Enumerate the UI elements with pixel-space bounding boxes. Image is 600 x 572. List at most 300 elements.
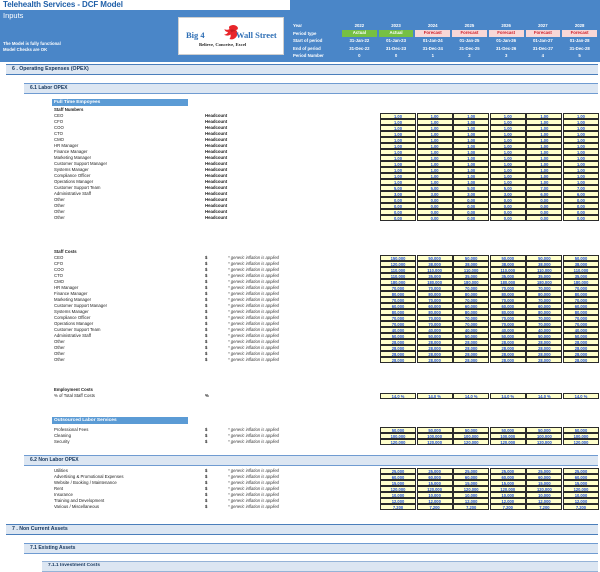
input-cell[interactable]: 1.00 (526, 167, 562, 173)
input-cell[interactable]: 1.00 (380, 113, 416, 119)
input-cell[interactable]: 38,000 (417, 261, 453, 267)
row-label: Utilities (54, 468, 68, 473)
input-cell[interactable]: 1.00 (563, 155, 599, 161)
input-cell[interactable]: 1.00 (526, 173, 562, 179)
input-cell[interactable]: 70,000 (526, 285, 562, 291)
input-cell[interactable]: 1.00 (417, 143, 453, 149)
input-cell[interactable]: 1.00 (417, 167, 453, 173)
input-cell[interactable]: 180,000 (453, 279, 489, 285)
input-cell[interactable]: 28,000 (453, 339, 489, 345)
input-cell[interactable]: 120,000 (453, 439, 489, 445)
input-cell[interactable]: 0.00 (490, 203, 526, 209)
input-cell[interactable]: 70,000 (526, 297, 562, 303)
input-cell[interactable]: 12,000 (453, 498, 489, 504)
input-cell[interactable]: 120,000 (380, 439, 416, 445)
input-cell[interactable]: 28,000 (380, 339, 416, 345)
input-cell[interactable]: 80,000 (380, 309, 416, 315)
input-cell[interactable]: 28,000 (490, 345, 526, 351)
input-cell[interactable]: 0.00 (417, 215, 453, 221)
input-cell[interactable]: 3.00 (380, 191, 416, 197)
input-cell[interactable]: 60,000 (490, 474, 526, 480)
input-cell[interactable]: 1.00 (453, 113, 489, 119)
input-cell[interactable]: 70,000 (526, 321, 562, 327)
input-cell[interactable]: 120,000 (453, 486, 489, 492)
input-cell[interactable]: 28,000 (526, 345, 562, 351)
input-cell[interactable]: 1.00 (417, 113, 453, 119)
input-cell[interactable]: 1.00 (526, 161, 562, 167)
input-cell[interactable]: 35,000 (526, 273, 562, 279)
input-cell[interactable]: 100,000 (526, 433, 562, 439)
input-cell[interactable]: 1.00 (563, 179, 599, 185)
input-cell[interactable]: 1.00 (526, 137, 562, 143)
input-cell[interactable]: 110,000 (526, 267, 562, 273)
input-cell[interactable]: 7,200 (563, 504, 599, 510)
input-cell[interactable]: 50,000 (417, 333, 453, 339)
input-cell[interactable]: 1.00 (417, 155, 453, 161)
input-cell[interactable]: 1.00 (417, 149, 453, 155)
input-cell[interactable]: 0.00 (380, 203, 416, 209)
input-cell[interactable]: 120,000 (380, 261, 416, 267)
input-cell[interactable]: 80,000 (563, 309, 599, 315)
input-cell[interactable]: 38,000 (490, 261, 526, 267)
input-cell[interactable]: 40,000 (453, 327, 489, 333)
input-cell[interactable]: 28,000 (417, 345, 453, 351)
input-cell[interactable]: 35,000 (563, 273, 599, 279)
period-row-number-col-2025: 2 (468, 53, 471, 59)
input-cell[interactable]: 1.00 (380, 131, 416, 137)
input-cell[interactable]: 28,000 (490, 357, 526, 363)
input-cell[interactable]: 14.0 % (453, 393, 489, 399)
input-cell[interactable]: 60,000 (453, 474, 489, 480)
input-cell[interactable]: 10,000 (417, 492, 453, 498)
input-cell[interactable]: 15,000 (453, 480, 489, 486)
input-cell[interactable]: 50,000 (526, 427, 562, 433)
input-cell[interactable]: 1.00 (490, 119, 526, 125)
row-label: CMO (54, 279, 65, 284)
input-cell[interactable]: 5.00 (417, 185, 453, 191)
input-cell[interactable]: 7.00 (526, 185, 562, 191)
input-cell[interactable]: 40,000 (490, 327, 526, 333)
input-cell[interactable]: 70,000 (453, 297, 489, 303)
input-cell[interactable]: 3.00 (417, 191, 453, 197)
input-cell[interactable]: 120,000 (380, 486, 416, 492)
input-cell[interactable]: 35,000 (453, 273, 489, 279)
input-cell[interactable]: 1.00 (380, 125, 416, 131)
input-cell[interactable]: 28,000 (563, 339, 599, 345)
group-full-time-employees: Full Time Empoyees (52, 99, 188, 106)
input-cell[interactable]: 35,000 (490, 273, 526, 279)
input-cell[interactable]: 80,000 (380, 291, 416, 297)
input-cell[interactable]: 1.00 (453, 161, 489, 167)
input-cell[interactable]: 28,000 (490, 351, 526, 357)
input-cell[interactable]: 25,000 (380, 468, 416, 474)
input-cell[interactable]: 28,000 (453, 357, 489, 363)
input-cell[interactable]: 6.00 (526, 191, 562, 197)
input-cell[interactable]: 50,000 (453, 427, 489, 433)
input-cell[interactable]: 60,000 (563, 303, 599, 309)
input-cell[interactable]: 0.00 (563, 203, 599, 209)
input-cell[interactable]: 38,000 (453, 261, 489, 267)
input-cell[interactable]: 38,000 (526, 261, 562, 267)
section-6-label: 6 . Operating Expenses (OPEX) (12, 65, 89, 72)
input-cell[interactable]: 1.00 (490, 125, 526, 131)
input-cell[interactable]: 0.00 (490, 209, 526, 215)
input-cell[interactable]: 0.00 (526, 197, 562, 203)
input-cell[interactable]: 1.00 (563, 143, 599, 149)
input-cell[interactable]: 1.00 (417, 161, 453, 167)
input-cell[interactable]: 28,000 (490, 339, 526, 345)
input-cell[interactable]: 180,000 (417, 279, 453, 285)
input-cell[interactable]: 80,000 (453, 309, 489, 315)
input-cell[interactable]: 80,000 (417, 291, 453, 297)
input-cell[interactable]: 25,000 (453, 468, 489, 474)
input-cell[interactable]: 28,000 (380, 345, 416, 351)
input-cell[interactable]: 1.00 (380, 155, 416, 161)
input-cell[interactable]: 70,000 (563, 285, 599, 291)
input-cell[interactable]: 70,000 (417, 321, 453, 327)
input-cell[interactable]: 1.00 (526, 143, 562, 149)
input-cell[interactable]: 1.00 (490, 137, 526, 143)
input-cell[interactable]: 120,000 (490, 439, 526, 445)
input-cell[interactable]: 120,000 (490, 486, 526, 492)
input-cell[interactable]: 28,000 (563, 357, 599, 363)
input-cell[interactable]: 120,000 (526, 439, 562, 445)
input-cell[interactable]: 60,000 (563, 474, 599, 480)
input-cell[interactable]: 1.00 (490, 179, 526, 185)
input-cell[interactable]: 1.00 (490, 167, 526, 173)
input-cell[interactable]: 0.00 (526, 215, 562, 221)
input-cell[interactable]: 1.00 (417, 179, 453, 185)
input-cell[interactable]: 180,000 (563, 279, 599, 285)
input-cell[interactable]: 40,000 (417, 327, 453, 333)
input-cell[interactable]: 60,000 (526, 474, 562, 480)
input-cell[interactable]: 150,000 (380, 255, 416, 261)
row-unit: $ (205, 486, 208, 491)
input-cell[interactable]: 5.00 (380, 185, 416, 191)
input-cell[interactable]: 0.00 (490, 215, 526, 221)
input-cell[interactable]: 1.00 (453, 125, 489, 131)
input-cell[interactable]: 7,200 (526, 504, 562, 510)
input-cell[interactable]: 0.00 (453, 215, 489, 221)
input-cell[interactable]: 0.00 (453, 203, 489, 209)
input-cell[interactable]: 1.00 (380, 173, 416, 179)
input-cell[interactable]: 50,000 (417, 255, 453, 261)
period-row-year-col-2026: 2026 (501, 23, 511, 28)
input-cell[interactable]: 70,000 (417, 297, 453, 303)
input-cell[interactable]: 0.00 (380, 197, 416, 203)
input-cell[interactable]: 50,000 (563, 255, 599, 261)
input-cell[interactable]: 50,000 (563, 333, 599, 339)
input-cell[interactable]: 1.00 (490, 143, 526, 149)
input-cell[interactable]: 80,000 (453, 291, 489, 297)
input-cell[interactable]: 14.0 % (563, 393, 599, 399)
input-cell[interactable]: 1.00 (380, 143, 416, 149)
input-cell[interactable]: 1.00 (563, 125, 599, 131)
input-cell[interactable]: 10,000 (526, 492, 562, 498)
input-cell[interactable]: 50,000 (563, 427, 599, 433)
input-cell[interactable]: 3.00 (490, 191, 526, 197)
input-cell[interactable]: 7,200 (490, 504, 526, 510)
input-cell[interactable]: 1.00 (453, 137, 489, 143)
input-cell[interactable]: 70,000 (490, 285, 526, 291)
input-cell[interactable]: 1.00 (453, 173, 489, 179)
input-cell[interactable]: 14.0 % (380, 393, 416, 399)
input-cell[interactable]: 50,000 (380, 333, 416, 339)
input-cell[interactable]: 1.00 (563, 161, 599, 167)
input-cell[interactable]: 80,000 (490, 291, 526, 297)
input-cell[interactable]: 1.00 (417, 173, 453, 179)
input-cell[interactable]: 25,000 (526, 468, 562, 474)
input-cell[interactable]: 110,000 (380, 267, 416, 273)
input-cell[interactable]: 50,000 (490, 333, 526, 339)
input-cell[interactable]: 10,000 (380, 492, 416, 498)
input-cell[interactable]: 0.00 (417, 209, 453, 215)
input-cell[interactable]: 1.00 (453, 167, 489, 173)
input-cell[interactable]: 7.00 (563, 185, 599, 191)
input-cell[interactable]: 70,000 (453, 321, 489, 327)
input-cell[interactable]: 0.00 (563, 215, 599, 221)
inflation-note: * generic inflation is applied (228, 351, 279, 356)
input-cell[interactable]: 1.00 (526, 131, 562, 137)
input-cell[interactable]: 14.0 % (417, 393, 453, 399)
input-cell[interactable]: 1.00 (526, 119, 562, 125)
input-cell[interactable]: 70,000 (490, 315, 526, 321)
input-cell[interactable]: 1.00 (453, 143, 489, 149)
input-cell[interactable]: 60,000 (380, 474, 416, 480)
input-cell[interactable]: 1.00 (380, 119, 416, 125)
input-cell[interactable]: 110,000 (563, 267, 599, 273)
input-cell[interactable]: 50,000 (453, 333, 489, 339)
input-cell[interactable]: 50,000 (490, 427, 526, 433)
input-cell[interactable]: 0.00 (380, 209, 416, 215)
input-cell[interactable]: 70,000 (453, 315, 489, 321)
input-cell[interactable]: 1.00 (490, 173, 526, 179)
input-cell[interactable]: 70,000 (380, 321, 416, 327)
input-cell[interactable]: 50,000 (380, 427, 416, 433)
input-cell[interactable]: 1.00 (490, 155, 526, 161)
input-cell[interactable]: 28,000 (526, 339, 562, 345)
inflation-note: * generic inflation is applied (228, 339, 279, 344)
input-cell[interactable]: 1.00 (380, 179, 416, 185)
input-cell[interactable]: 28,000 (526, 351, 562, 357)
input-cell[interactable]: 10,000 (490, 492, 526, 498)
input-cell[interactable]: 7,200 (380, 504, 416, 510)
input-cell[interactable]: 1.00 (563, 173, 599, 179)
input-cell[interactable]: 70,000 (380, 285, 416, 291)
input-cell[interactable]: 60,000 (490, 303, 526, 309)
input-cell[interactable]: 70,000 (563, 321, 599, 327)
input-cell[interactable]: 28,000 (563, 345, 599, 351)
input-cell[interactable]: 1.00 (526, 155, 562, 161)
inflation-note: * generic inflation is applied (228, 279, 279, 284)
company-logo (178, 17, 284, 55)
input-cell[interactable]: 70,000 (380, 297, 416, 303)
input-cell[interactable]: 1.00 (563, 149, 599, 155)
input-cell[interactable]: 0.00 (563, 197, 599, 203)
input-cell[interactable]: 28,000 (453, 345, 489, 351)
input-cell[interactable]: 1.00 (380, 161, 416, 167)
input-cell[interactable]: 10,000 (563, 492, 599, 498)
input-cell[interactable]: 70,000 (490, 297, 526, 303)
input-cell[interactable]: 1.00 (417, 119, 453, 125)
input-cell[interactable]: 80,000 (526, 291, 562, 297)
input-cell[interactable]: 1.00 (380, 149, 416, 155)
input-cell[interactable]: 70,000 (417, 285, 453, 291)
input-cell[interactable]: 25,000 (490, 468, 526, 474)
input-cell[interactable]: 100,000 (563, 433, 599, 439)
input-cell[interactable]: 70,000 (526, 315, 562, 321)
input-cell[interactable]: 15,000 (417, 480, 453, 486)
input-cell[interactable]: 12,000 (526, 498, 562, 504)
input-cell[interactable]: 100,000 (490, 433, 526, 439)
input-cell[interactable]: 0.00 (453, 197, 489, 203)
input-cell[interactable]: 70,000 (453, 285, 489, 291)
input-cell[interactable]: 1.00 (526, 113, 562, 119)
input-cell[interactable]: 1.00 (526, 179, 562, 185)
input-cell[interactable]: 1.00 (490, 131, 526, 137)
input-cell[interactable]: 40,000 (380, 327, 416, 333)
input-cell[interactable]: 28,000 (563, 351, 599, 357)
input-cell[interactable]: 1.00 (563, 113, 599, 119)
input-cell[interactable]: 1.00 (526, 149, 562, 155)
input-cell[interactable]: 40,000 (563, 327, 599, 333)
input-cell[interactable]: 1.00 (453, 179, 489, 185)
input-cell[interactable]: 50,000 (453, 255, 489, 261)
input-cell[interactable]: 12,000 (417, 498, 453, 504)
input-cell[interactable]: 60,000 (417, 474, 453, 480)
input-cell[interactable]: 0.00 (563, 209, 599, 215)
input-cell[interactable]: 1.00 (490, 149, 526, 155)
input-cell[interactable]: 0.00 (453, 209, 489, 215)
inflation-note: * generic inflation is applied (228, 486, 279, 491)
input-cell[interactable]: 60,000 (417, 303, 453, 309)
input-cell[interactable]: 180,000 (380, 279, 416, 285)
input-cell[interactable]: 14.0 % (526, 393, 562, 399)
input-cell[interactable]: 70,000 (563, 297, 599, 303)
input-cell[interactable]: 100,000 (417, 433, 453, 439)
input-cell[interactable]: 28,000 (417, 351, 453, 357)
input-cell[interactable]: 10,000 (453, 492, 489, 498)
input-cell[interactable]: 0.00 (526, 209, 562, 215)
input-cell[interactable]: 15,000 (526, 480, 562, 486)
input-cell[interactable]: 40,000 (526, 327, 562, 333)
input-cell[interactable]: 1.00 (526, 125, 562, 131)
row-label: Other (54, 215, 65, 220)
period-row-start-col-2027: 01-Jan-27 (532, 38, 553, 44)
input-cell[interactable]: 7,200 (453, 504, 489, 510)
input-cell[interactable]: 1.00 (453, 131, 489, 137)
input-cell[interactable]: 28,000 (526, 357, 562, 363)
input-cell[interactable]: 100,000 (453, 433, 489, 439)
input-cell[interactable]: 1.00 (453, 119, 489, 125)
input-cell[interactable]: 1.00 (563, 131, 599, 137)
input-cell[interactable]: 180,000 (526, 279, 562, 285)
input-cell[interactable]: 35,000 (417, 273, 453, 279)
input-cell[interactable]: 70,000 (490, 321, 526, 327)
input-cell[interactable]: 110,000 (380, 273, 416, 279)
input-cell[interactable]: 1.00 (563, 137, 599, 143)
input-cell[interactable]: 28,000 (417, 357, 453, 363)
input-cell[interactable]: 80,000 (563, 291, 599, 297)
period-row-year-col-2027: 2027 (538, 23, 548, 28)
input-cell[interactable]: 1.00 (380, 137, 416, 143)
input-cell[interactable]: 28,000 (453, 351, 489, 357)
input-cell[interactable]: 3.00 (453, 191, 489, 197)
input-cell[interactable]: 28,000 (380, 351, 416, 357)
input-cell[interactable]: 1.00 (490, 113, 526, 119)
input-cell[interactable]: 80,000 (526, 309, 562, 315)
input-cell[interactable]: 120,000 (526, 486, 562, 492)
input-cell[interactable]: 5.00 (453, 185, 489, 191)
input-cell[interactable]: 25,000 (563, 468, 599, 474)
input-cell[interactable]: 180,000 (490, 279, 526, 285)
input-cell[interactable]: 1.00 (417, 125, 453, 131)
input-cell[interactable]: 5.00 (490, 185, 526, 191)
input-cell[interactable]: 0.00 (417, 203, 453, 209)
input-cell[interactable]: 50,000 (417, 427, 453, 433)
input-cell[interactable]: 70,000 (563, 315, 599, 321)
input-cell[interactable]: 0.00 (380, 215, 416, 221)
input-cell[interactable]: 12,000 (563, 498, 599, 504)
input-cell[interactable]: 0.00 (417, 197, 453, 203)
input-cell[interactable]: 1.00 (380, 167, 416, 173)
input-cell[interactable]: 110,000 (490, 267, 526, 273)
input-cell[interactable]: 28,000 (380, 357, 416, 363)
group-employment-costs: Employment Costs (54, 387, 93, 392)
input-cell[interactable]: 28,000 (417, 339, 453, 345)
input-cell[interactable]: 1.00 (490, 161, 526, 167)
input-cell[interactable]: 110,000 (417, 267, 453, 273)
input-cell[interactable]: 60,000 (453, 303, 489, 309)
input-cell[interactable]: 1.00 (453, 155, 489, 161)
input-cell[interactable]: 120,000 (563, 439, 599, 445)
input-cell[interactable]: 12,000 (490, 498, 526, 504)
input-cell[interactable]: 15,000 (563, 480, 599, 486)
row-unit: Headcount (205, 143, 228, 148)
input-cell[interactable]: 0.00 (490, 197, 526, 203)
input-cell[interactable]: 110,000 (453, 267, 489, 273)
input-cell[interactable]: 1.00 (417, 131, 453, 137)
input-cell[interactable]: 70,000 (380, 315, 416, 321)
input-cell[interactable]: 50,000 (490, 255, 526, 261)
input-cell[interactable]: 70,000 (417, 315, 453, 321)
input-cell[interactable]: 12,000 (380, 498, 416, 504)
input-cell[interactable]: 15,000 (490, 480, 526, 486)
input-cell[interactable]: 1.00 (563, 119, 599, 125)
input-cell[interactable]: 120,000 (563, 486, 599, 492)
input-cell[interactable]: 38,000 (563, 261, 599, 267)
input-cell[interactable]: 100,000 (380, 433, 416, 439)
input-cell[interactable]: 80,000 (417, 309, 453, 315)
input-cell[interactable]: 60,000 (380, 303, 416, 309)
input-cell[interactable]: 1.00 (417, 137, 453, 143)
input-cell[interactable]: 1.00 (453, 149, 489, 155)
input-cell[interactable]: 6.00 (563, 191, 599, 197)
input-cell[interactable]: 15,000 (380, 480, 416, 486)
input-cell[interactable]: 60,000 (526, 303, 562, 309)
input-cell[interactable]: 14.0 % (490, 393, 526, 399)
input-cell[interactable]: 50,000 (526, 333, 562, 339)
period-label-year: Year (293, 23, 303, 28)
input-cell[interactable]: 1.00 (563, 167, 599, 173)
input-cell[interactable]: 80,000 (490, 309, 526, 315)
input-cell[interactable]: 120,000 (417, 486, 453, 492)
input-cell[interactable]: 25,000 (417, 468, 453, 474)
input-cell[interactable]: 120,000 (417, 439, 453, 445)
input-cell[interactable]: 50,000 (526, 255, 562, 261)
input-cell[interactable]: 0.00 (526, 203, 562, 209)
input-cell[interactable]: 7,200 (417, 504, 453, 510)
